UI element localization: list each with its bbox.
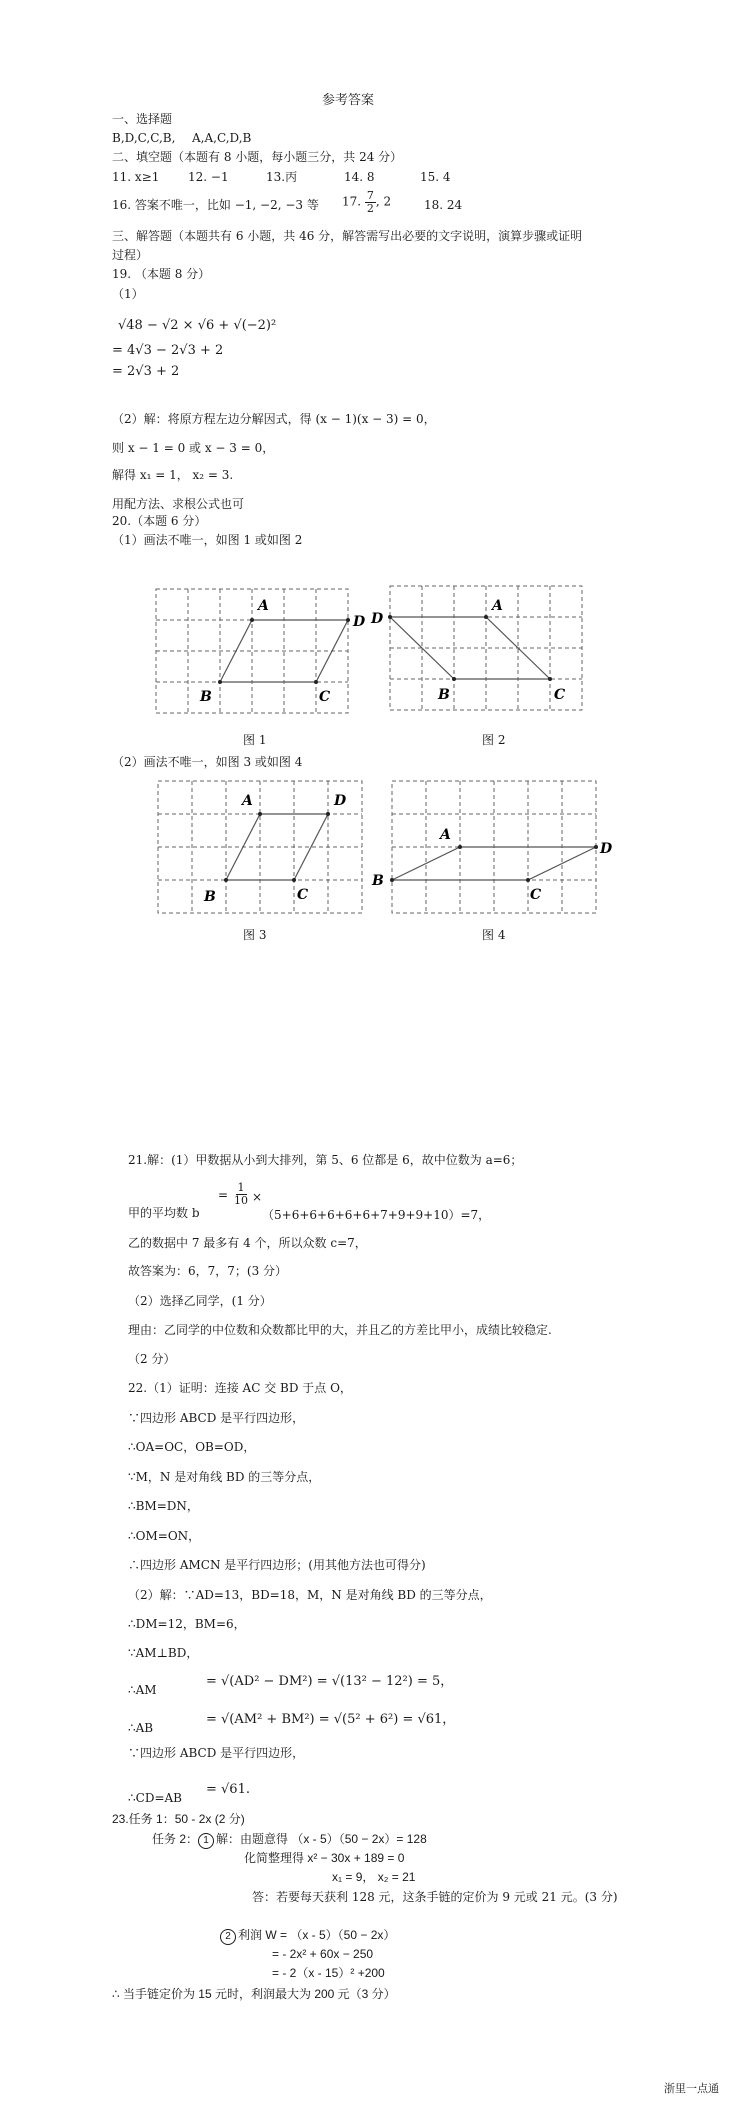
q23-line9: ∴ 当手链定价为 15 元时，利润最大为 200 元（3 分） [112,1987,396,2001]
point-D [346,618,350,622]
q22-line3: ∴OA=OC，OB=OD， [128,1440,256,1454]
footer-watermark: 浙里一点通 [664,2082,719,2095]
q22-line14-label: ∴CD=AB [128,1791,182,1805]
q22-line1: 22.（1）证明：连接 AC 交 BD 于点 O， [128,1381,352,1395]
q23-task2 [152,1832,427,1849]
circle-two: 2 [220,1929,236,1945]
figure-4 [368,777,614,919]
point-A [250,618,254,622]
answer-q14: 14. 8 [344,170,375,184]
q23-line3: 化简整理得 x² − 30x + 189 = 0 [244,1851,405,1865]
q17-numerator: 7 [366,189,374,202]
task2-prefix: 任务 2： [152,1832,199,1846]
sec1-answers-a: B,D,C,C,B, [112,131,176,145]
q19-part2-c: 解得 x₁ = 1， x₂ = 3. [112,468,234,482]
answer-q18: 18. 24 [424,198,463,212]
label-C: C [319,689,331,705]
q19-line3: = 2√3 + 2 [112,364,180,379]
q19-part1: （1） [112,287,144,301]
q19-part2-d: 用配方法、求根公式也可 [112,497,245,511]
sec3-heading-line2: 过程） [112,248,149,262]
page-title: 参考答案 [322,93,375,108]
grid [158,781,362,913]
label-C: C [297,887,309,903]
q22-line2: ∵四边形 ABCD 是平行四边形， [128,1411,305,1425]
point-C [314,680,318,684]
label-B: B [200,689,212,705]
figure-1 [152,585,386,717]
point-C [526,878,530,882]
q21-line7: （2 分） [128,1352,176,1366]
avg-fraction [232,1182,250,1206]
q23-line4: x₁ = 9， x₂ = 21 [332,1870,416,1884]
figure-1-caption: 图 1 [243,733,267,747]
q17-rest: , 2 [375,194,392,209]
answer-q12: 12. −1 [188,170,229,184]
label-A: A [492,598,503,614]
figure-3 [152,777,368,919]
q22-line10: ∵AM⊥BD， [128,1646,199,1660]
point-A [484,615,488,619]
sec3-heading-line1: 三、解答题（本题共有 6 小题，共 46 分，解答需写出必要的文字说明，演算步骤或证明 [112,229,583,243]
point-D [326,812,330,816]
q20-part2: （2）画法不唯一，如图 3 或如图 4 [112,755,303,769]
avg-numerator: 1 [237,1181,245,1194]
q22-line12-expr: = √(AM² + BM²) = √(5² + 6²) = √61， [206,1712,456,1727]
label-A: A [440,827,451,843]
avg-times: × [252,1190,263,1204]
label-A: A [258,598,269,614]
q22-line13: ∵四边形 ABCD 是平行四边形， [128,1746,305,1760]
label-C: C [554,687,566,703]
q22-line9: ∴DM=12，BM=6， [128,1617,246,1631]
q17-fraction [365,190,376,214]
profit-eq: 利润 W = （x - 5）（50 − 2x） [238,1928,396,1942]
figure-2-caption: 图 2 [482,733,506,747]
q19-part2-b: 则 x − 1 = 0 或 x − 3 = 0， [112,441,275,455]
q22-line4: ∵M，N 是对角线 BD 的三等分点， [128,1470,321,1484]
q19-line2: = 4√3 − 2√3 + 2 [112,343,224,358]
q21-line4: 故答案为：6，7，7；(3 分） [128,1264,288,1278]
figure-4-caption: 图 4 [482,928,506,942]
answer-q11: 11. x≥1 [112,170,160,184]
sec1-answers-b: A,A,C,D,B [192,131,252,145]
q22-line5: ∴BM=DN， [128,1499,199,1513]
point-B [390,878,394,882]
q19-part2: （2）解：将原方程左边分解因式，得 (x − 1)(x − 3) = 0， [112,412,436,426]
figure-3-caption: 图 3 [243,928,267,942]
label-B: B [204,889,216,905]
task2-eq: 解：由题意得 （x - 5）（50 − 2x）= 128 [216,1832,427,1846]
q19-line1: √48 − √2 × √6 + √(−2)² [118,318,277,333]
label-B: B [438,687,450,703]
q22-line11-label: ∴AM [128,1683,157,1697]
figure-2 [368,580,592,715]
q22-line7: ∴四边形 AMCN 是平行四边形；(用其他方法也可得分) [128,1558,426,1572]
q23-profit [220,1928,395,1945]
q23-line1: 23.任务 1：50 - 2x (2 分) [112,1812,245,1826]
q23-line7: = - 2x² + 60x − 250 [272,1947,374,1961]
label-C: C [530,887,542,903]
answer-q16: 16. 答案不唯一，比如 −1, −2, −3 等 [112,198,319,212]
avg-denominator: 10 [234,1193,248,1207]
label-D: D [334,793,347,809]
q19-title: 19. （本题 8 分） [112,267,211,281]
label-B: B [372,873,384,889]
avg-sum: （5+6+6+6+6+6+7+9+9+10）=7， [262,1208,491,1222]
label-D: D [600,841,613,857]
q21-line1: 21.解：(1）甲数据从小到大排列，第 5、6 位都是 6，故中位数为 a=6； [128,1153,523,1167]
circle-one: 1 [198,1833,214,1849]
point-C [292,878,296,882]
q22-line12-label: ∴AB [128,1721,154,1735]
point-D [594,845,598,849]
q17-label: 17. [342,194,362,209]
answer-q17 [342,190,391,214]
answer-q15: 15. 4 [420,170,451,184]
label-D: D [371,611,384,627]
q20-title: 20.（本题 6 分） [112,514,207,528]
q22-line14-expr: = √61. [206,1782,250,1797]
sec1-heading: 一、选择题 [112,112,173,126]
q21-line5: （2）选择乙同学，(1 分） [128,1294,272,1308]
sec2-heading: 二、填空题（本题有 8 小题，每小题三分，共 24 分） [112,150,403,164]
answer-q13: 13.丙 [266,170,298,184]
q23-line8: = - 2（x - 15）² +200 [272,1966,385,1980]
point-B [218,680,222,684]
q20-part1: （1）画法不唯一，如图 1 或如图 2 [112,533,303,547]
point-A [258,812,262,816]
point-B [452,677,456,681]
point-C [548,677,552,681]
point-B [224,878,228,882]
avg-prefix: 甲的平均数 b [128,1206,200,1220]
q17-denominator: 2 [366,201,374,215]
label-A: A [242,793,253,809]
avg-eq: = [218,1188,229,1202]
label-D: D [353,614,366,630]
point-D [388,615,392,619]
q23-line5: 答：若要每天获利 128 元，这条手链的定价为 9 元或 21 元。(3 分) [252,1890,618,1904]
q21-line6: 理由：乙同学的中位数和众数都比甲的大，并且乙的方差比甲小，成绩比较稳定. [128,1323,552,1337]
q22-line6: ∴OM=ON， [128,1529,201,1543]
point-A [458,845,462,849]
q22-line8: （2）解：∵AD=13，BD=18，M，N 是对角线 BD 的三等分点， [128,1588,492,1602]
q22-line11-expr: = √(AD² − DM²) = √(13² − 12²) = 5， [206,1674,454,1689]
q21-line3: 乙的数据中 7 最多有 4 个，所以众数 c=7， [128,1236,367,1250]
